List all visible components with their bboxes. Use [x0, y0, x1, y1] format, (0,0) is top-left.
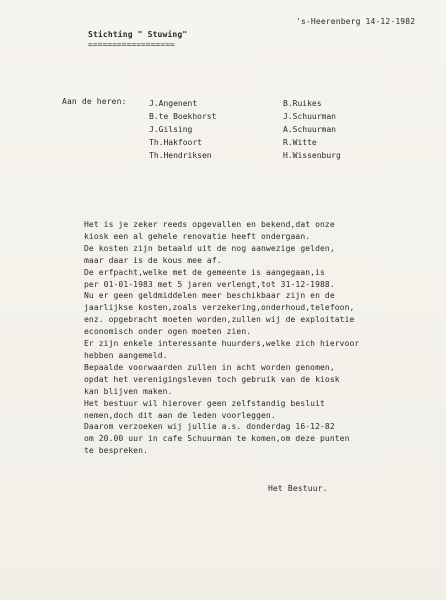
body-line: De erfpacht,welke met de gemeente is aangegaan,is: [84, 267, 325, 277]
body-line: kiosk een al gehele renovatie heeft ondergaan.: [84, 231, 311, 241]
body-line: om 20.00 uur in cafe Schuurman te komen,om deze punten: [84, 434, 350, 444]
body-line: Het is je zeker reeds opgevallen en bekend,dat onze: [84, 220, 335, 229]
addressee: A.Schuurman: [283, 125, 336, 134]
addressee: J.Angenent: [149, 99, 198, 108]
addressee: B.Ruikes: [283, 99, 322, 108]
body-line: Het bestuur wil hierover geen zelfstandig besluit: [84, 398, 325, 408]
salutation: Aan de heren:: [62, 97, 127, 106]
body-line: Er zijn enkele interessante huurders,welke zich hiervoor: [84, 339, 360, 349]
signature: Het Bestuur.: [268, 484, 328, 493]
body-line: te bespreken.: [84, 446, 148, 456]
body-line: hebben aangemeld.: [84, 350, 168, 360]
body-line: kan blijven maken.: [84, 386, 173, 396]
body-line: nemen,doch dit aan de leden voorleggen.: [84, 410, 276, 420]
addressee: R.Witte: [283, 138, 317, 147]
body-line: Nu er geen geldmiddelen meer beschikbaar zijn en de: [84, 291, 335, 301]
body-line: Bepaalde voorwaarden zullen in acht worden genomen,: [84, 362, 335, 372]
body-line: opdat het verenigingsleven toch gebruik van de kiosk: [84, 374, 340, 384]
addressee: Th.Hakfoort: [149, 138, 202, 147]
addressee: Th.Hendriksen: [149, 151, 212, 160]
place-date: 's-Heerenberg 14-12-1982: [296, 17, 416, 26]
letter-body: [84, 219, 359, 457]
body-line: maar daar is de kous mee af.: [84, 255, 222, 265]
addressee: H.Wissenburg: [283, 151, 341, 160]
addressee: J.Schuurman: [283, 112, 336, 121]
body-line: Daarom verzoeken wij jullie a.s. donderdag 16-12-82: [84, 422, 335, 432]
body-line: per 01-01-1983 met 5 jaren verlengt,tot 31-12-1988.: [84, 279, 335, 289]
addressee-list-left: [149, 97, 216, 162]
organization-name: Stichting " Stuwing": [88, 30, 188, 39]
body-line: jaarlijkse kosten,zoals verzekering,onderhoud,telefoon,: [84, 303, 355, 313]
body-line: De kosten zijn betaald uit de nog aanwezige gelden,: [84, 243, 335, 253]
addressee: B.te Boekhorst: [149, 112, 217, 121]
addressee-list-right: [283, 97, 341, 162]
body-line: enz. opgebracht moeten worden,zullen wij de exploitatie: [84, 315, 355, 325]
addressee: J.Gilsing: [149, 125, 193, 134]
organization-underline: ==================: [88, 40, 175, 49]
body-line: economisch onder ogen moeten zien.: [84, 327, 252, 337]
